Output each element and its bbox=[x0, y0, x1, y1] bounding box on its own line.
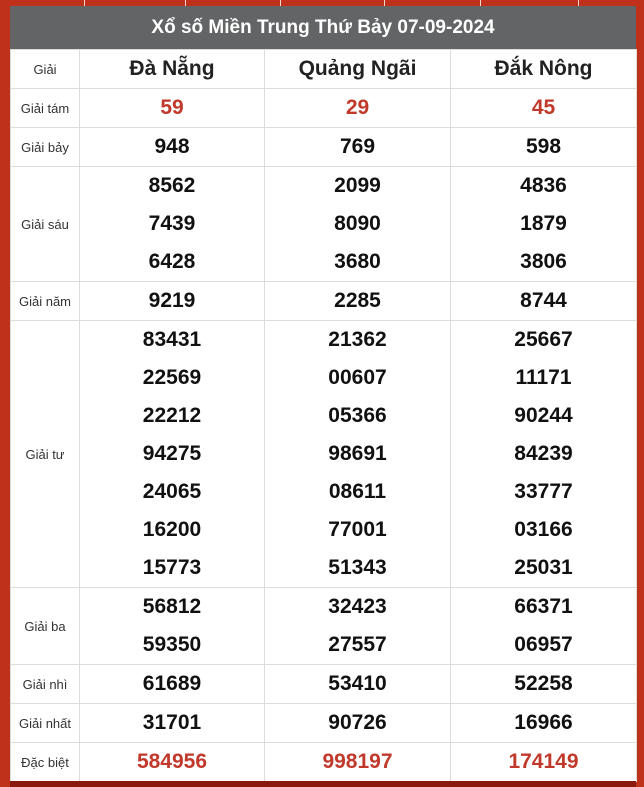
prize-number: 25667 bbox=[514, 328, 573, 351]
prize-number: 59 bbox=[160, 96, 184, 119]
prize-row bbox=[11, 743, 637, 782]
prize-number: 22569 bbox=[142, 366, 202, 389]
prize-label: Đặc biệt bbox=[11, 743, 80, 782]
header-row bbox=[11, 50, 637, 89]
prize-number: 00607 bbox=[328, 366, 387, 389]
prize-number: 174149 bbox=[508, 750, 579, 773]
prize-row bbox=[11, 321, 637, 588]
prize-number: 45 bbox=[531, 96, 556, 119]
prize-number: 598 bbox=[525, 135, 562, 158]
province-header[interactable]: Đà Nẵng bbox=[80, 50, 265, 89]
prize-number: 06957 bbox=[514, 633, 573, 656]
prize-number: 84239 bbox=[514, 442, 573, 465]
prize-number: 32423 bbox=[328, 595, 387, 618]
prize-label: Giải tám bbox=[11, 89, 80, 128]
prize-cell bbox=[265, 128, 451, 167]
prize-label: Giải sáu bbox=[11, 167, 80, 282]
prize-cell bbox=[451, 282, 637, 321]
prize-number: 83431 bbox=[142, 328, 202, 351]
prize-cell bbox=[265, 588, 451, 665]
prize-row bbox=[11, 167, 637, 282]
prize-cell bbox=[265, 704, 451, 743]
prize-number: 948 bbox=[154, 135, 190, 158]
province-header[interactable]: Đắk Nông bbox=[451, 50, 637, 89]
prize-number: 998197 bbox=[322, 750, 393, 773]
prize-cell bbox=[451, 588, 637, 665]
prize-label: Giải nhất bbox=[11, 704, 80, 743]
prize-cell bbox=[451, 704, 637, 743]
prize-number: 33777 bbox=[514, 480, 573, 503]
prize-number: 769 bbox=[339, 135, 376, 158]
prize-number: 21362 bbox=[328, 328, 387, 351]
results-table bbox=[10, 49, 637, 782]
prize-number: 16200 bbox=[142, 518, 202, 541]
prize-number: 9219 bbox=[148, 289, 196, 312]
prize-number: 3680 bbox=[334, 250, 381, 273]
prize-number: 77001 bbox=[328, 518, 387, 541]
prize-cell bbox=[80, 282, 265, 321]
province-header[interactable]: Quảng Ngãi bbox=[265, 50, 451, 89]
prize-number: 90244 bbox=[514, 404, 573, 427]
prize-number: 8562 bbox=[148, 174, 196, 197]
prize-cell bbox=[265, 665, 451, 704]
prize-number: 2099 bbox=[334, 174, 381, 197]
prize-cell bbox=[265, 282, 451, 321]
prize-number: 94275 bbox=[142, 442, 202, 465]
prize-number: 6428 bbox=[148, 250, 196, 273]
prize-row bbox=[11, 282, 637, 321]
prize-label: Giải ba bbox=[11, 588, 80, 665]
prize-cell bbox=[80, 321, 265, 588]
prize-label: Giải nhì bbox=[11, 665, 80, 704]
prize-number: 05366 bbox=[328, 404, 387, 427]
prize-label: Giải năm bbox=[11, 282, 80, 321]
prize-number: 8090 bbox=[334, 212, 381, 235]
prize-number: 16966 bbox=[514, 711, 573, 734]
prize-number: 8744 bbox=[520, 289, 567, 312]
prize-number: 27557 bbox=[328, 633, 387, 656]
prize-number: 53410 bbox=[328, 672, 387, 695]
prize-cell bbox=[80, 588, 265, 665]
prize-row bbox=[11, 665, 637, 704]
prize-number: 61689 bbox=[142, 672, 202, 695]
results-body bbox=[11, 89, 637, 782]
prize-cell bbox=[451, 128, 637, 167]
prize-cell bbox=[265, 743, 451, 782]
prize-number: 7439 bbox=[148, 212, 196, 235]
prize-cell bbox=[451, 321, 637, 588]
prize-number: 59350 bbox=[142, 633, 202, 656]
prize-column-header: Giải bbox=[11, 50, 80, 89]
prize-row bbox=[11, 89, 637, 128]
prize-number: 2285 bbox=[334, 289, 381, 312]
prize-cell bbox=[80, 704, 265, 743]
prize-number: 31701 bbox=[142, 711, 202, 734]
prize-number: 03166 bbox=[514, 518, 573, 541]
prize-number: 3806 bbox=[520, 250, 567, 273]
results-panel bbox=[10, 6, 636, 781]
prize-number: 66371 bbox=[514, 595, 573, 618]
prize-label: Giải bảy bbox=[11, 128, 80, 167]
prize-cell bbox=[451, 89, 637, 128]
prize-cell bbox=[265, 89, 451, 128]
prize-number: 584956 bbox=[136, 750, 208, 773]
prize-cell bbox=[451, 743, 637, 782]
prize-row bbox=[11, 704, 637, 743]
prize-number: 11171 bbox=[515, 366, 572, 389]
prize-cell bbox=[451, 167, 637, 282]
prize-cell bbox=[265, 321, 451, 588]
prize-cell bbox=[265, 167, 451, 282]
prize-number: 52258 bbox=[514, 672, 573, 695]
bottom-bar bbox=[10, 781, 636, 787]
prize-cell bbox=[80, 743, 265, 782]
prize-cell bbox=[80, 167, 265, 282]
prize-number: 56812 bbox=[142, 595, 202, 618]
prize-number: 90726 bbox=[328, 711, 387, 734]
prize-number: 51343 bbox=[328, 556, 387, 579]
prize-number: 1879 bbox=[520, 212, 567, 235]
prize-row bbox=[11, 588, 637, 665]
prize-number: 29 bbox=[345, 96, 370, 119]
prize-number: 4836 bbox=[520, 174, 567, 197]
prize-label: Giải tư bbox=[11, 321, 80, 588]
prize-number: 24065 bbox=[142, 480, 202, 503]
prize-cell bbox=[80, 128, 265, 167]
page-title: Xổ số Miền Trung Thứ Bảy 07-09-2024 bbox=[10, 6, 636, 49]
prize-number: 22212 bbox=[142, 404, 202, 427]
prize-cell bbox=[80, 89, 265, 128]
prize-number: 98691 bbox=[328, 442, 387, 465]
prize-number: 08611 bbox=[328, 480, 387, 503]
prize-cell bbox=[80, 665, 265, 704]
prize-row bbox=[11, 128, 637, 167]
prize-number: 25031 bbox=[514, 556, 573, 579]
prize-number: 15773 bbox=[142, 556, 202, 579]
prize-cell bbox=[451, 665, 637, 704]
